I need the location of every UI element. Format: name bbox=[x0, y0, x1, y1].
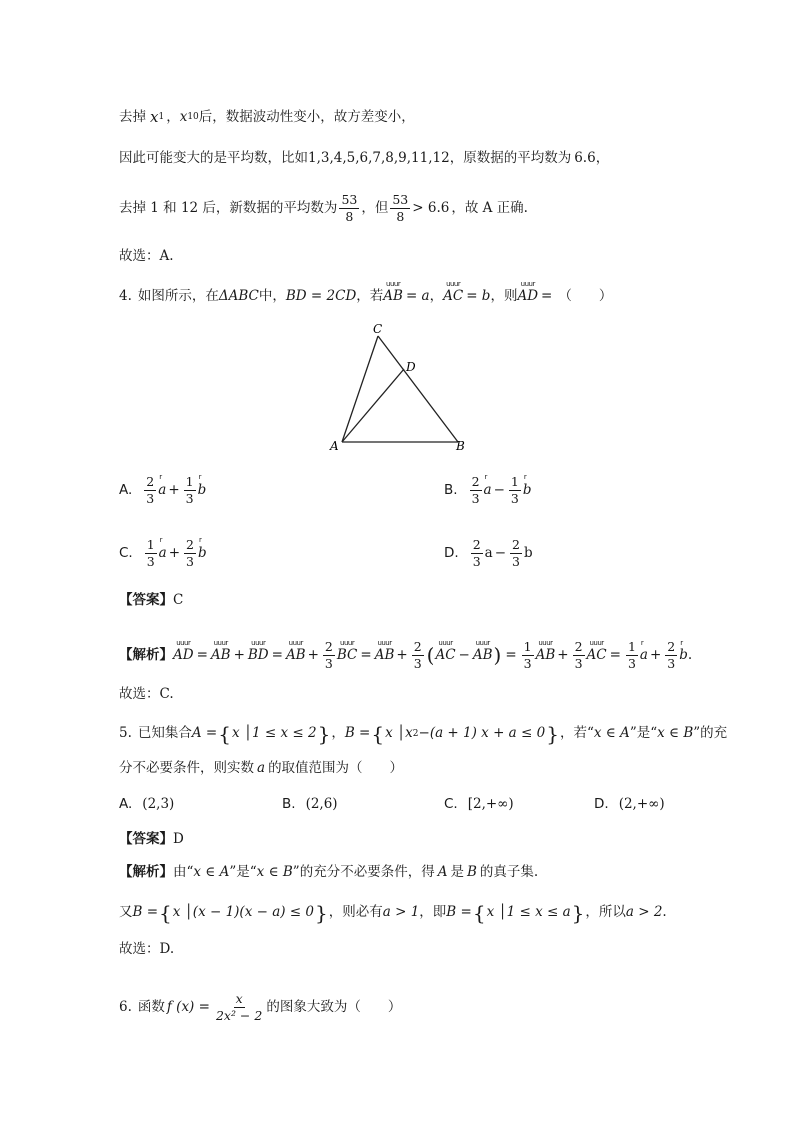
label-b: B bbox=[456, 439, 465, 453]
option-a[interactable]: A. (2,3) bbox=[119, 796, 175, 812]
question-4-stem: 4. 如图所示，在 ΔABC 中， BD = 2CD ，若 uuur AB = a ， uuur AC = b ，则 uuur AD = （ ） bbox=[119, 290, 612, 304]
option-d[interactable]: D. $\frac{2}{3}$ a − $\frac{2}{3}$ b bbox=[444, 537, 533, 569]
solution-q5-line2: 又 B = { x │(x − 1)(x − a) ≤ 0 } ，则必有 a > 1 ，即 B = { x │1 ≤ x ≤ a } ，所以 a > 2 . bbox=[119, 901, 667, 925]
label-a: A bbox=[330, 439, 339, 453]
answer-q5: 【答案】 D bbox=[119, 831, 184, 847]
choice-line-q4: 故选：C. bbox=[119, 686, 174, 702]
question-6-stem: 6. 函数 f (x) = $\frac{x}{\text{2x² − 2}}$ 的图象大致为（ ） bbox=[119, 991, 402, 1023]
side-bc bbox=[378, 336, 458, 442]
label-d: D bbox=[406, 360, 416, 374]
triangle-figure bbox=[320, 318, 480, 458]
choice-line-q3: 故选：A. bbox=[119, 248, 174, 264]
fraction: $\frac{53}{8}$ bbox=[392, 192, 409, 224]
label-c: C bbox=[373, 322, 383, 336]
segment-ad bbox=[342, 369, 404, 442]
choice-line-q5: 故选：D. bbox=[119, 941, 175, 957]
solution-line-1: 去掉 x 1 ， x 10 后，数据波动性变小，故方差变小， bbox=[119, 108, 415, 126]
solution-q4: 【解析】 uuur AD = uuur AB + uuur BD = uuur AB + $\frac{2}{3}$ uuur BC = uuur AB + $\frac{2}{3}$ ( uuur AC − uuur AB ) = $\frac{1}{3}$ uuur AB + $\frac{2}{3}$ uuur AC = $\frac{1}{3}$ r a + $\frac{2}{3}$ r b . bbox=[119, 640, 692, 671]
solution-line-3: 去掉 1 和 12 后，新数据的平均数为 $\frac{53}{8}$ ，但 $\frac{53}{8}$ > 6.6 ，故 A 正确. bbox=[119, 192, 528, 224]
fraction: $\frac{53}{8}$ bbox=[341, 192, 358, 224]
solution-line-2: 因此可能变大的是平均数，比如 1,3,4,5,6,7,8,9,11,12 ，原数据的平均数为 6.6 ， bbox=[119, 150, 610, 166]
option-d[interactable]: D. (2,+∞) bbox=[594, 796, 665, 812]
side-ac bbox=[342, 336, 378, 442]
question-5-stem: 5. 已知集合 A = { x │1 ≤ x ≤ 2 } ， B = { x │x 2 − (a + 1) x + a ≤ 0 } ，若“ x ∈ A ”是“ x ∈ B ”的充 bbox=[119, 722, 728, 746]
option-b[interactable]: B. $\frac{2}{3}$ r a − $\frac{1}{3}$ r b bbox=[444, 475, 532, 506]
answer-q4: 【答案】 C bbox=[119, 592, 184, 608]
option-c[interactable]: C. [2,+∞) bbox=[444, 796, 514, 812]
option-c[interactable]: C. $\frac{1}{3}$ r a + $\frac{2}{3}$ r b bbox=[119, 538, 207, 569]
solution-q5-line1: 【解析】 由“ x ∈ A ”是“ x ∈ B ”的充分不必要条件，得 A 是 B 的真子集. bbox=[119, 864, 539, 880]
fraction: $\frac{x}{\text{2x² − 2}}$ bbox=[215, 991, 263, 1023]
option-a[interactable]: A. $\frac{2}{3}$ r a + $\frac{1}{3}$ r b bbox=[119, 475, 206, 506]
option-b[interactable]: B. (2,6) bbox=[282, 796, 338, 812]
question-5-stem-line2: 分不必要条件，则实数 a 的取值范围为（ ） bbox=[119, 760, 404, 776]
